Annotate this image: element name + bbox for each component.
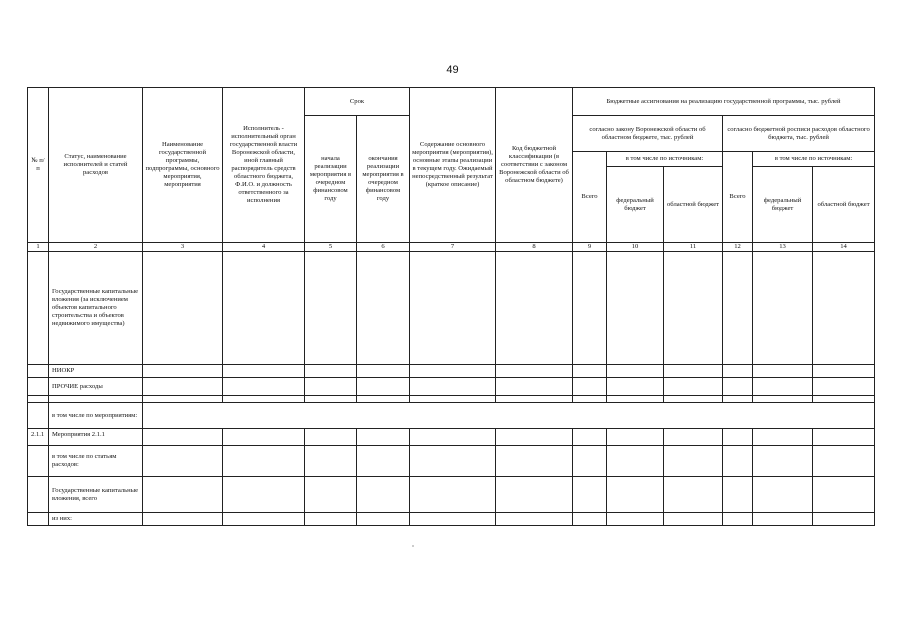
table-row <box>28 378 875 396</box>
row-event-name: Мероприятия 2.1.1 <box>49 429 143 446</box>
header-by-roster: согласно бюджетной росписи расходов областного бюджета, тыс. рублей <box>723 116 875 152</box>
table-row <box>28 513 875 526</box>
row-incl-events: в том числе по мероприятиям: <box>49 403 143 429</box>
column-number: 5 <box>305 243 357 252</box>
row-of-them: из них: <box>49 513 143 526</box>
header-roster-federal: федеральный бюджет <box>753 167 813 243</box>
header-col-executor: Исполнитель - исполнительный орган государственной власти Воронежской области, иной главный распорядитель средств областного бюджета, Ф.И.О. и должность ответственного за исполнения <box>223 88 305 243</box>
header-col-content: Содержание основного мероприятия (мероприятия), основные этапы реализации в текущем году. Ожидаемый непосредственный результат (краткое описание) <box>410 88 496 243</box>
header-budget-allocations: Бюджетные ассигнования на реализацию государственной программы, тыс. рублей <box>573 88 875 116</box>
column-number: 12 <box>723 243 753 252</box>
table-row <box>28 477 875 513</box>
header-col-start: начала реализации мероприятия в очередном финансовом году <box>305 116 357 243</box>
row-event-number: 2.1.1 <box>28 429 49 446</box>
column-number: 10 <box>607 243 664 252</box>
column-number: 11 <box>664 243 723 252</box>
column-number: 4 <box>223 243 305 252</box>
header-roster-sources: в том числе по источникам: <box>753 152 875 167</box>
header-law-federal: федеральный бюджет <box>607 167 664 243</box>
scan-speck <box>412 545 414 547</box>
header-term: Срок <box>305 88 410 116</box>
row-capital-investments: Государственные капитальные вложения (за исключением объектов капитального строительства и объектов недвижимого имущества) <box>49 252 143 365</box>
header-law-total: Всего <box>573 152 607 243</box>
column-number: 6 <box>357 243 410 252</box>
column-number: 1 <box>28 243 49 252</box>
column-number: 8 <box>496 243 573 252</box>
table-row <box>28 252 875 365</box>
row-capital-total: Государственные капитальные вложения, всего <box>49 477 143 513</box>
header-col-budget-code: Код бюджетной классификации (в соответствии с законом Воронежской области об областном бюджете) <box>496 88 573 243</box>
header-col-status: Статус, наименование исполнителей и статей расходов <box>49 88 143 243</box>
column-number: 13 <box>753 243 813 252</box>
column-number: 14 <box>813 243 875 252</box>
header-col-end: окончания реализации мероприятия в очередном финансовом году <box>357 116 410 243</box>
page-number: 49 <box>446 64 459 76</box>
table-row <box>28 396 875 403</box>
header-roster-total: Всего <box>723 152 753 243</box>
table-row <box>28 403 875 429</box>
row-niokr: НИОКР <box>49 365 143 378</box>
row-other-expenses: ПРОЧИЕ расходы <box>49 378 143 396</box>
column-number: 7 <box>410 243 496 252</box>
table-row <box>28 365 875 378</box>
header-law-sources: в том числе по источникам: <box>607 152 723 167</box>
column-number: 2 <box>49 243 143 252</box>
table-row <box>28 429 875 446</box>
header-law-regional: областной бюджет <box>664 167 723 243</box>
row-incl-articles: в том числе по статьям расходов: <box>49 446 143 477</box>
column-numbers-row <box>28 243 875 252</box>
budget-form-table <box>27 87 875 526</box>
column-number: 9 <box>573 243 607 252</box>
header-col-program: Наименование государственной программы, подпрограммы, основного мероприятия, мероприятия <box>143 88 223 243</box>
header-roster-regional: областной бюджет <box>813 167 875 243</box>
table-row <box>28 446 875 477</box>
header-by-law: согласно закону Воронежской области об областном бюджете, тыс. рублей <box>573 116 723 152</box>
header-col-number: № п/п <box>28 88 49 243</box>
column-number: 3 <box>143 243 223 252</box>
